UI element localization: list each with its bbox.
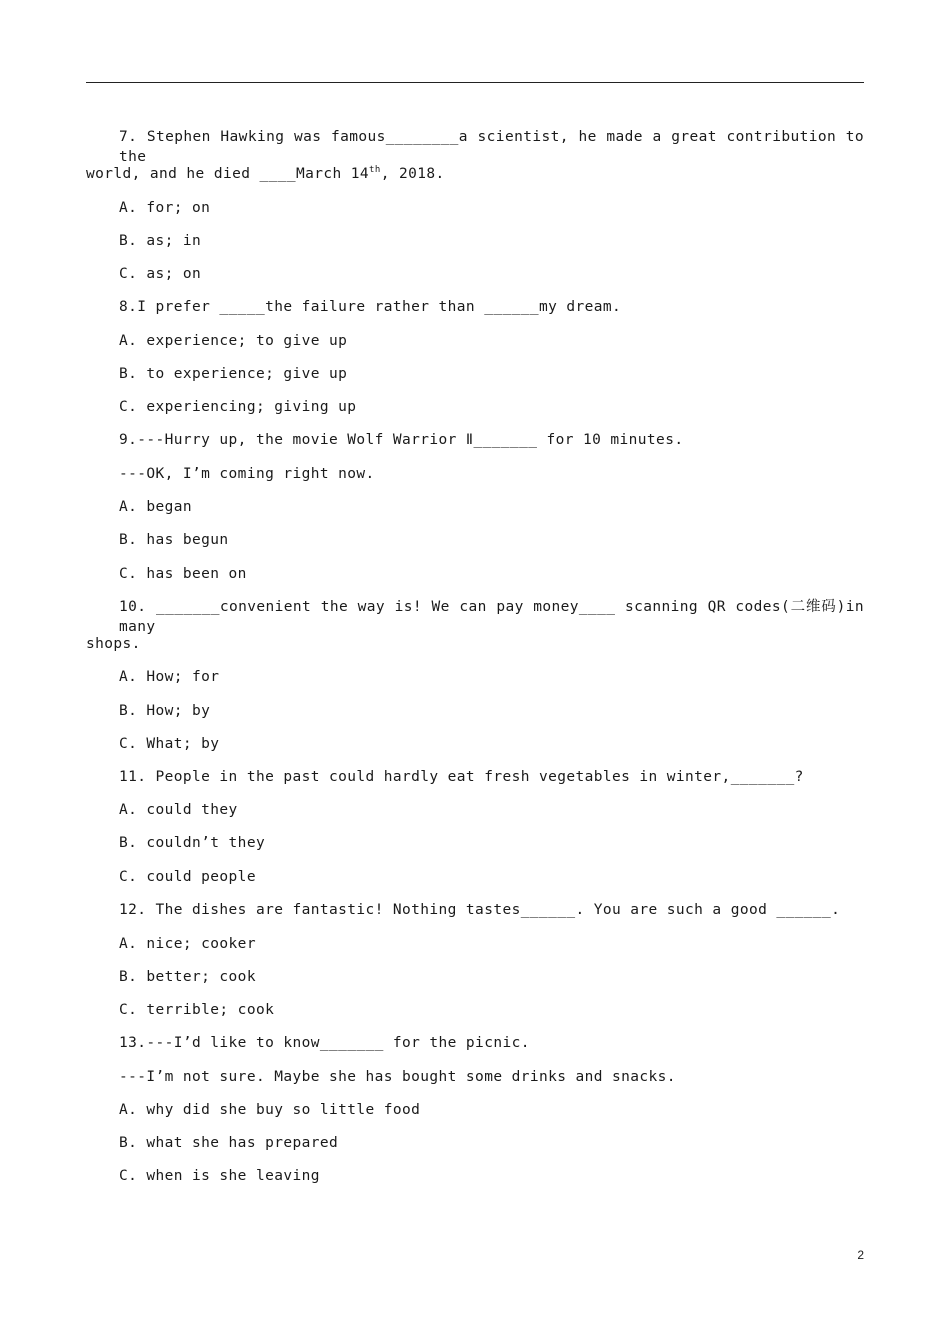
question-13-stem: 13.---I’d like to know_______ for the picnic. <box>119 1035 530 1051</box>
question-12-option-b: B. better; cook <box>119 969 256 985</box>
question-13-option-a: A. why did she buy so little food <box>119 1102 421 1118</box>
question-7-option-a: A. for; on <box>119 200 211 216</box>
question-7-stem-line1: 7. Stephen Hawking was famous________a scientist, he made a great contribution to the <box>119 129 864 165</box>
question-8-option-c: C. experiencing; giving up <box>119 399 357 415</box>
question-12-stem: 12. The dishes are fantastic! Nothing tastes______. You are such a good ______. <box>119 902 841 918</box>
question-9-option-b: B. has begun <box>119 532 229 548</box>
question-7-option-b: B. as; in <box>119 233 202 249</box>
question-12-option-a: A. nice; cooker <box>119 936 256 952</box>
question-8-option-a: A. experience; to give up <box>119 333 348 349</box>
question-7-option-c: C. as; on <box>119 266 202 282</box>
question-11-option-b: B. couldn’t they <box>119 835 266 851</box>
question-9-stem: 9.---Hurry up, the movie Wolf Warrior Ⅱ_______ for 10 minutes. <box>119 432 684 448</box>
question-11-option-a: A. could they <box>119 802 238 818</box>
question-10-stem-line1: 10. _______convenient the way is! We can pay money____ scanning QR codes(二维码)in many <box>119 599 864 635</box>
question-9-option-a: A. began <box>119 499 193 515</box>
question-8-stem: 8.I prefer _____the failure rather than ______my dream. <box>119 299 622 315</box>
question-10-option-b: B. How; by <box>119 703 211 719</box>
question-8-option-b: B. to experience; give up <box>119 366 348 382</box>
question-10-option-c: C. What; by <box>119 736 220 752</box>
question-13-option-b: B. what she has prepared <box>119 1135 339 1151</box>
question-10-option-a: A. How; for <box>119 669 220 685</box>
question-13-option-c: C. when is she leaving <box>119 1168 320 1184</box>
page-number: 2 <box>857 1248 864 1262</box>
question-11-stem: 11. People in the past could hardly eat fresh vegetables in winter,_______? <box>119 769 804 785</box>
question-12-option-c: C. terrible; cook <box>119 1002 275 1018</box>
question-10-stem-line2: shops. <box>86 636 141 652</box>
question-9-option-c: C. has been on <box>119 566 247 582</box>
header-rule <box>86 82 864 83</box>
question-13-reply: ---I’m not sure. Maybe she has bought some drinks and snacks. <box>119 1069 676 1085</box>
question-11-option-c: C. could people <box>119 869 256 885</box>
question-9-reply: ---OK, I’m coming right now. <box>119 466 375 482</box>
question-7-stem-line2: world, and he died ____March 14th, 2018. <box>86 165 445 182</box>
